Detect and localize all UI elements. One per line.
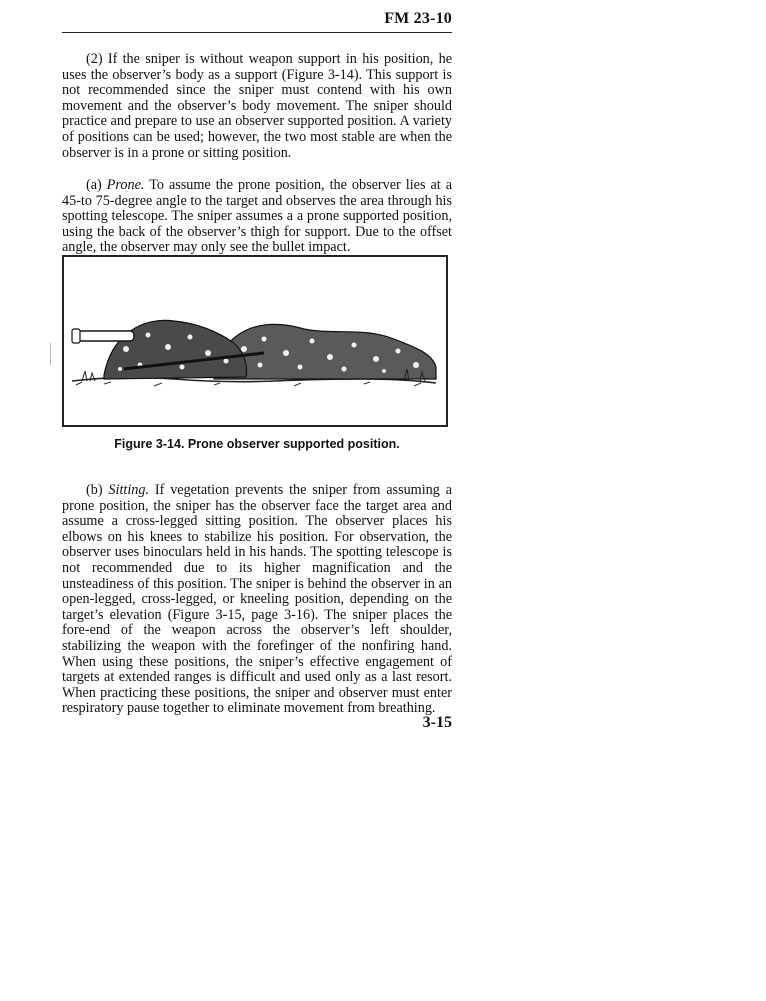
paragraph-text: To assume the prone position, the observer lies at a 45-to 75-degree angle to the target and observes the area through his spotting telescope. The sniper assumes a a prone supported position, using the back of the observer’s thigh for support. Due to the offset angle, the observer may only see the bullet impact. [62, 177, 452, 256]
paragraph-label: (a) [86, 177, 102, 193]
document-id: FM 23-10 [384, 10, 452, 27]
paragraph-label: (b) [86, 482, 103, 498]
figure-caption: Figure 3-14. Prone observer supported position. [114, 437, 400, 451]
paragraph-prone [62, 178, 452, 256]
page-header [62, 6, 452, 33]
margin-mark [50, 343, 51, 365]
paragraph-observer-support [62, 52, 452, 161]
figure-illustration [62, 255, 448, 427]
sniper-observer-illustration [64, 257, 446, 425]
paragraph-text: If vegetation prevents the sniper from assuming a prone position, the sniper has the observer face the target area and assume a cross-legged sitting position. The observer places his elbows on his knees to stabilize his position. For observation, the observer uses binoculars held in his hands. The spotting telescope is not recommended due to its higher magnification and the unsteadiness of this position. The sniper is behind the observer in an open-legged, cross-legged, or kneeling position, depending on the target’s elevation (Figure 3-15, page 3-16). The sniper places the fore-end of the weapon across the observer’s left shoulder, stabilizing the weapon with the forefinger of the nonfiring hand. When using these positions, the sniper’s effective engagement of targets at extended ranges is difficult and used only as a last resort. When practicing these positions, the sniper and observer must enter respiratory pause together to eliminate movement from breathing. [62, 482, 453, 717]
paragraph-term: Prone. [106, 177, 145, 193]
paragraph-sitting [62, 483, 452, 717]
paragraph-text: (2) If the sniper is without weapon support in his position, he uses the observer’s body as a support (Figure 3-14). This support is not recommended since the sniper must contend with his own movement and the observer’s body movement. The sniper should practice and prepare to use an observer supported position. A variety of positions can be used; however, the two most stable are when the observer is in a prone or sitting position. [62, 51, 452, 161]
paragraph-term: Sitting. [108, 482, 150, 498]
page-number: 3-15 [422, 714, 452, 731]
